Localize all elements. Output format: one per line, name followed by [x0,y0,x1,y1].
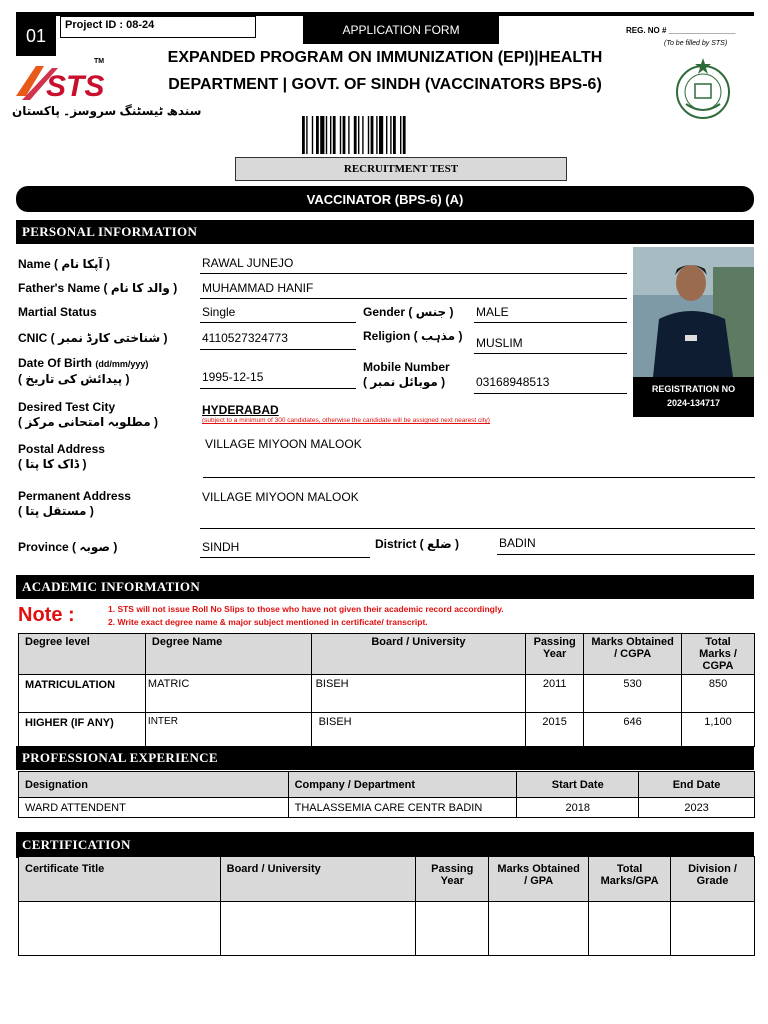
form-title: APPLICATION FORM [303,16,499,44]
gender-label: Gender ( جنس ) [363,305,454,319]
col-cert-division: Division / Grade [671,857,755,902]
permanent-underline [200,528,755,529]
section-experience: PROFESSIONAL EXPERIENCE [16,746,754,770]
reg-no-field[interactable]: REG. NO # _______________ [626,26,736,35]
test-city-field[interactable]: HYDERABAD [202,403,279,417]
province-underline [200,557,370,558]
col-cert-marks: Marks Obtained / GPA [489,857,589,902]
cnic-label: CNIC ( شناختی کارڈ نمبر ) [18,331,168,345]
gender-field[interactable]: MALE [476,305,509,319]
svg-text:STS: STS [46,70,105,103]
certification-table [18,856,755,956]
table-row: MATRICULATION MATRIC BISEH 2011 530 850 [19,675,755,713]
father-name-label: Father's Name ( والد کا نام ) [18,281,178,295]
academic-table [18,633,755,747]
post-title: VACCINATOR (BPS-6) (A) [16,186,754,212]
mobile-label: Mobile Number ( موبائل نمبر ) [363,360,450,389]
registration-box: REGISTRATION NO 2024-134717 [633,377,754,417]
father-name-underline [200,298,627,299]
religion-underline [474,353,627,354]
section-personal: PERSONAL INFORMATION [16,220,754,244]
certification-header-row [19,857,755,902]
barcode [300,116,470,154]
academic-header-row [19,634,755,675]
name-underline [200,273,627,274]
table-row [19,902,755,956]
col-end-date: End Date [639,772,755,798]
table-row: HIGHER (IF ANY) INTER BISEH 2015 646 1,100 [19,713,755,747]
col-company: Company / Department [288,772,517,798]
test-city-label: Desired Test City ( مطلوبہ امتحانی مرکز ) [18,400,159,429]
test-label: RECRUITMENT TEST [235,157,567,181]
experience-table [18,771,755,818]
col-degree-name: Degree Name [145,634,311,675]
logo-urdu-subtitle: سندھ ٹیسٹنگ سروسز۔ پاکستان [12,104,202,118]
father-name-field[interactable]: MUHAMMAD HANIF [202,281,314,295]
col-degree-level: Degree level [19,634,146,675]
col-board: Board / University [311,634,526,675]
form-number: 01 [16,16,56,56]
religion-field[interactable]: MUSLIM [476,336,523,350]
page-title: EXPANDED PROGRAM ON IMMUNIZATION (EPI)|HEALTH DEPARTMENT | GOVT. OF SINDH (VACCINATORS BPS-6) [167,49,603,93]
col-passing-year: Passing Year [526,634,584,675]
col-certificate-title: Certificate Title [19,857,221,902]
note-label: Note : [18,604,75,626]
col-total-marks: Total Marks / CGPA [682,634,755,675]
name-field[interactable]: RAWAL JUNEJO [202,256,294,270]
province-field[interactable]: SINDH [202,540,240,554]
project-id: Project ID : 08-24 [60,16,256,38]
table-row: WARD ATTENDENT THALASSEMIA CARE CENTR BADIN 2018 2023 [19,798,755,818]
permanent-address-field[interactable]: VILLAGE MIYOON MALOOK [202,490,359,504]
marital-status-field[interactable]: Single [202,305,236,319]
cnic-field[interactable]: 4110527324773 [202,331,288,345]
name-label: Name ( آپکا نام ) [18,257,110,271]
religion-label: Religion ( مذہب ) [363,329,463,343]
reg-no-note: (To be filled by STS) [664,40,728,47]
permanent-address-label: Permanent Address ( مستقل پتا ) [18,489,131,518]
col-cert-total: Total Marks/GPA [589,857,671,902]
col-cert-passing-year: Passing Year [416,857,489,902]
postal-underline [203,477,755,478]
experience-header-row [19,772,755,798]
sindh-govt-seal [670,54,736,120]
col-start-date: Start Date [517,772,639,798]
section-academic: ACADEMIC INFORMATION [16,575,754,599]
dob-field[interactable]: 1995-12-15 [202,370,264,384]
postal-address-label: Postal Address ( ڈاک کا پتا ) [18,442,105,471]
district-underline [497,554,755,555]
marital-status-label: Martial Status [18,305,97,319]
col-marks-obtained: Marks Obtained / CGPA [584,634,682,675]
gender-underline [474,322,627,323]
mobile-field[interactable]: 03168948513 [476,375,550,389]
logo-trademark: TM [94,58,105,65]
province-label: Province ( صوبہ ) [18,540,118,554]
dob-label: Date Of Birth (dd/mm/yyy) ( پیدائش کی تاریخ ) [18,356,149,386]
mobile-underline [474,393,627,394]
col-designation: Designation [19,772,289,798]
cnic-underline [200,349,356,350]
marital-underline [200,322,356,323]
test-city-note: (subject to a minimum of 300 candidates, otherwise the candidate will be assigned next nearest city) [202,417,490,424]
section-certification: CERTIFICATION [16,832,754,858]
district-field[interactable]: BADIN [499,536,536,550]
dob-underline [200,388,356,389]
postal-address-field[interactable]: VILLAGE MIYOON MALOOK [205,437,362,451]
col-cert-board: Board / University [220,857,416,902]
district-label: District ( ضلع ) [375,537,460,551]
note-list: 1. STS will not issue Roll No Slips to those who have not given their academic record accordingly. 2. Write exact degree name & major subject mentioned in certificate/ transcript. [108,604,504,627]
applicant-photo [633,247,754,377]
